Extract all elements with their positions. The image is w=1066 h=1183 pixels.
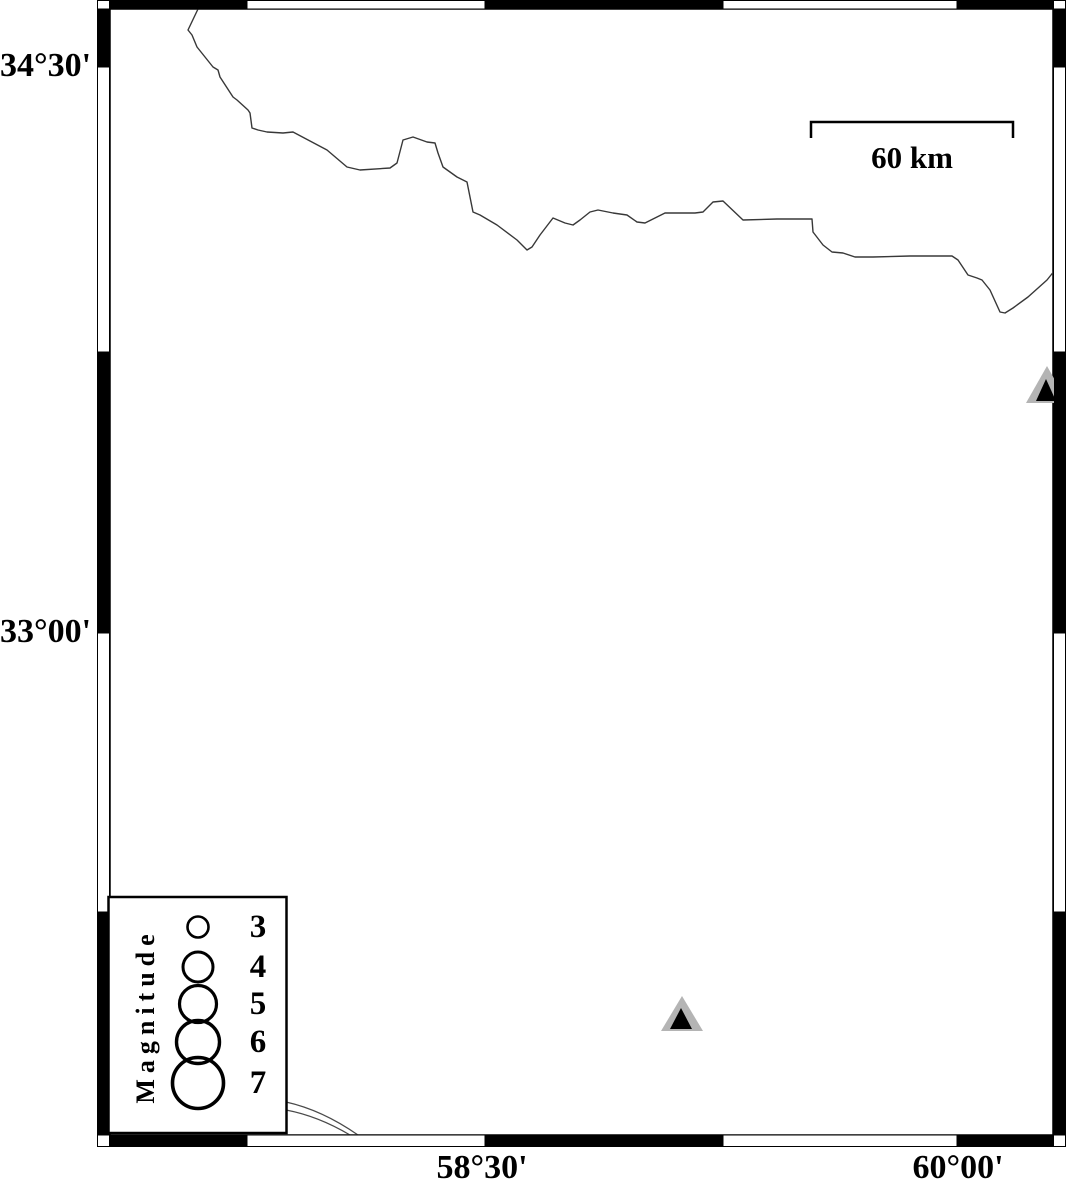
scale-bar-label: 60 km — [871, 140, 953, 175]
legend-label-mag5: 5 — [249, 986, 267, 1022]
lat-label-33-00: 33°00' — [0, 613, 92, 650]
legend-title: Magnitude — [131, 928, 160, 1104]
legend-label-mag6: 6 — [249, 1024, 267, 1060]
frame-top-bar — [110, 1, 1054, 10]
legend-label-mag4: 4 — [249, 949, 267, 985]
legend-label-mag3: 3 — [249, 909, 267, 945]
frame-right-bar — [1054, 1, 1066, 1147]
legend-label-mag7: 7 — [249, 1065, 267, 1101]
lon-label-58-30: 58°30' — [436, 1149, 528, 1183]
lon-label-60-00: 60°00' — [912, 1149, 1004, 1183]
lat-label-34-30: 34°30' — [0, 47, 92, 84]
frame-bottom-bar — [110, 1135, 1054, 1147]
